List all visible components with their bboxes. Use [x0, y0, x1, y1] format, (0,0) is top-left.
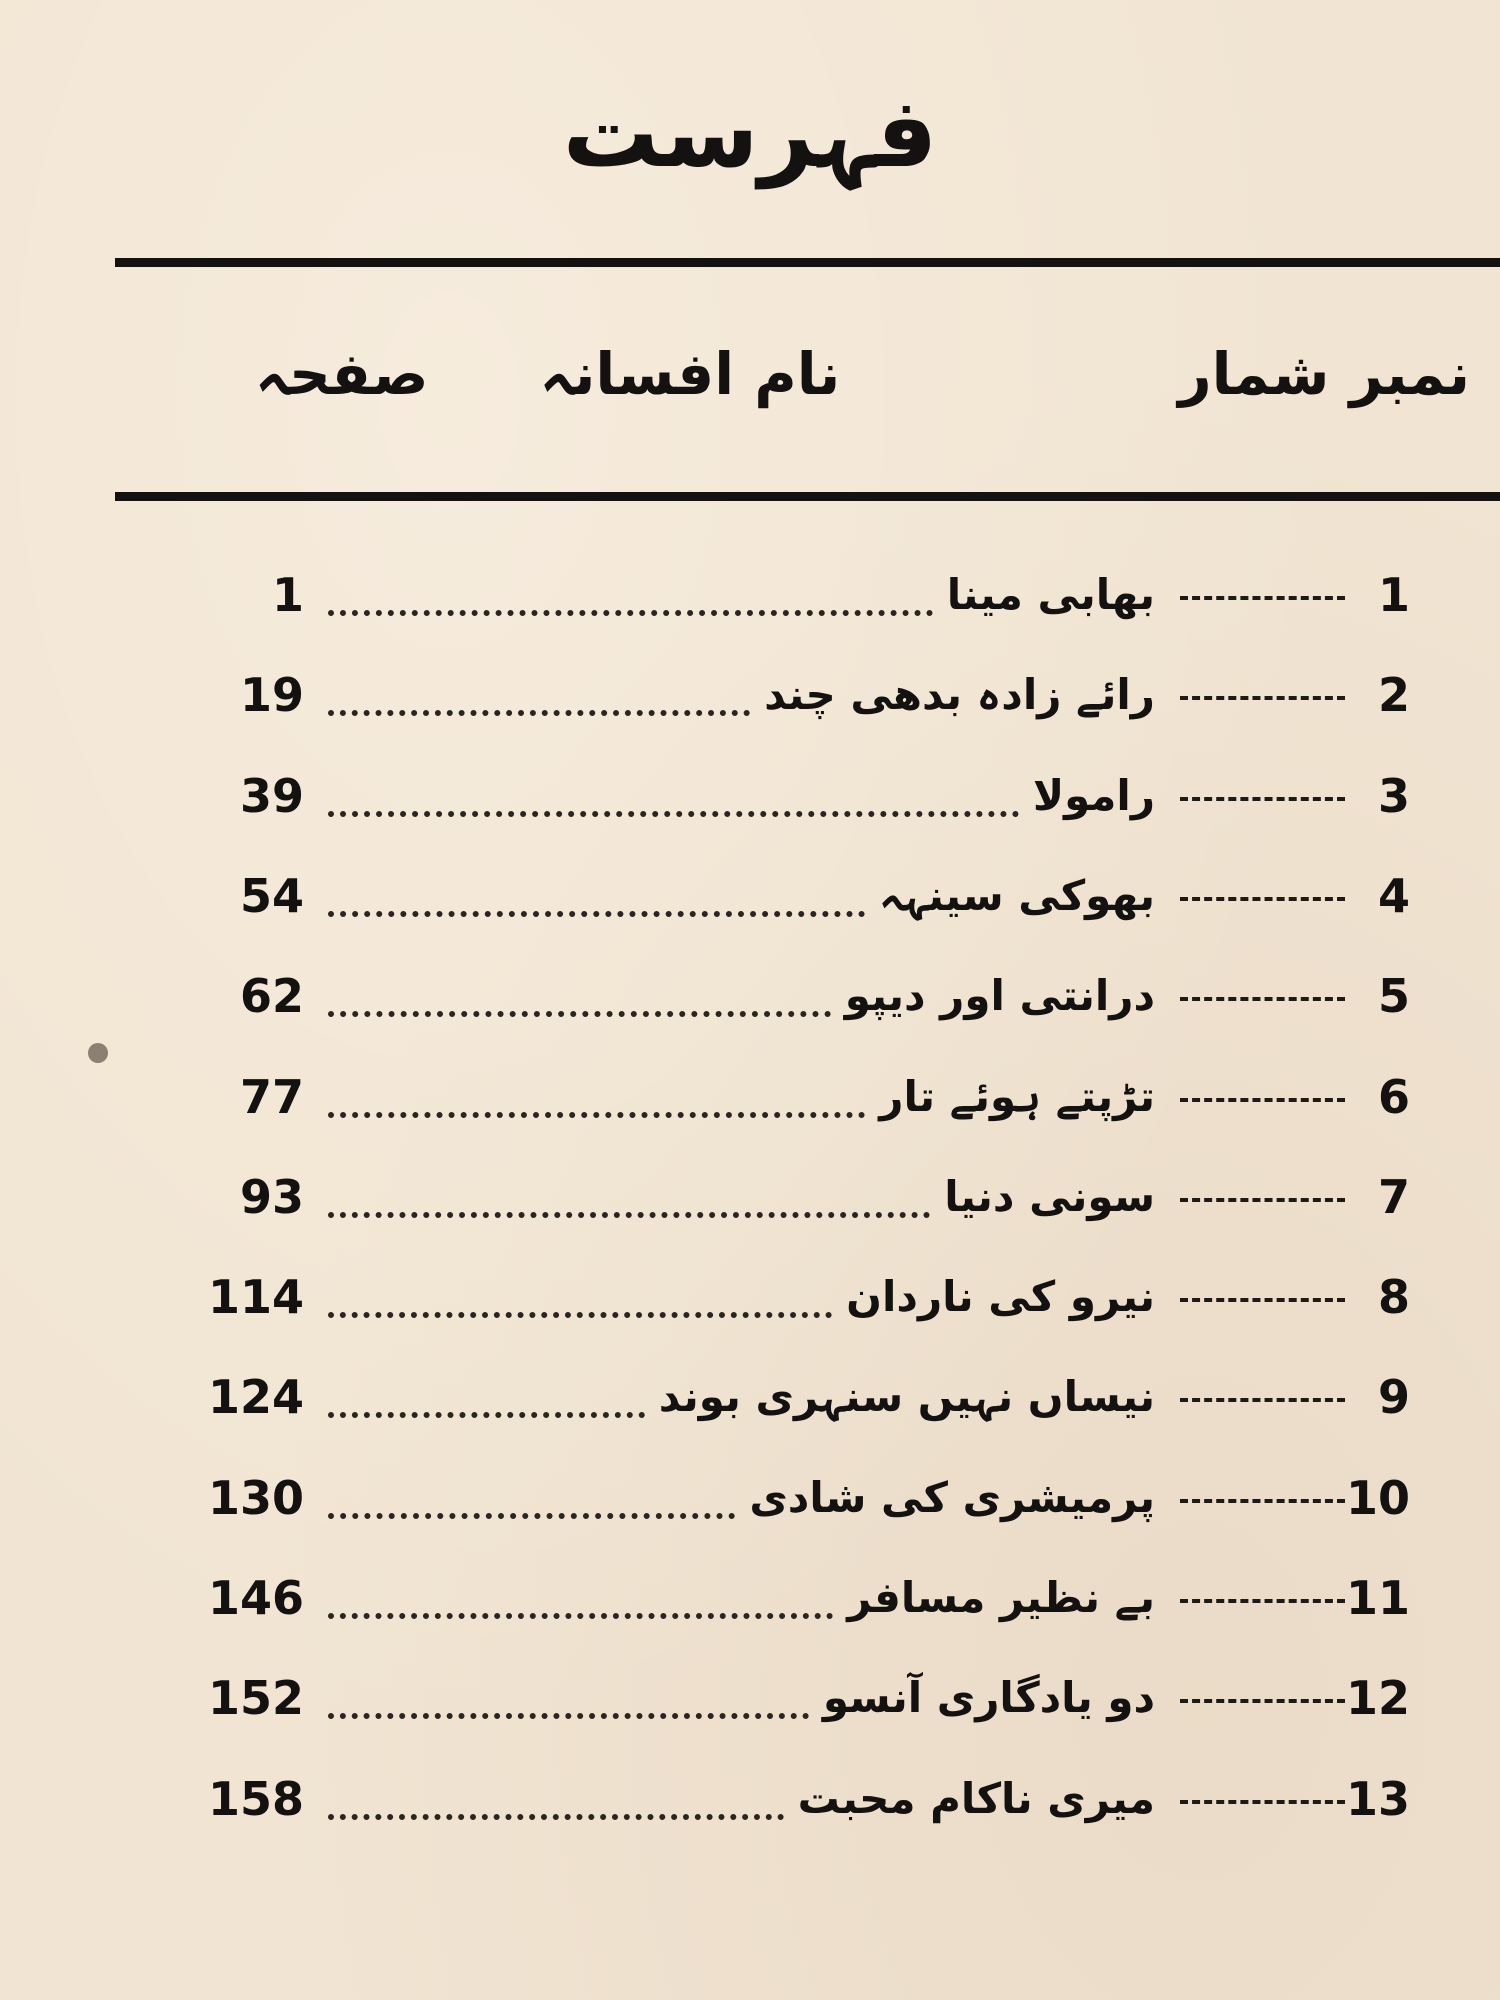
- entry-number: 2: [1377, 668, 1410, 722]
- entry-number: 5: [1377, 969, 1410, 1023]
- entry-number: 10: [1345, 1471, 1410, 1525]
- contents-entry: [0, 1062, 1500, 1132]
- paper-stain: [88, 1043, 108, 1063]
- entry-dash-leader: [1180, 997, 1345, 1001]
- entry-dash-leader: [1180, 1699, 1345, 1703]
- contents-entry: [0, 861, 1500, 931]
- entry-title: پرمیشری کی شادی: [749, 1473, 1155, 1522]
- entry-dot-leader: [328, 1011, 831, 1017]
- entry-dot-leader: [328, 1112, 865, 1118]
- entry-title: دو یادگاری آنسو: [822, 1673, 1155, 1722]
- entry-dash-leader: [1180, 1098, 1345, 1102]
- entry-page-number: 152: [207, 1671, 304, 1725]
- entry-dash-leader: [1180, 1800, 1345, 1804]
- entry-dot-leader: [328, 1713, 809, 1719]
- entry-dot-leader: [328, 1814, 784, 1820]
- entry-number: 3: [1377, 769, 1410, 823]
- entry-page-number: 124: [207, 1370, 304, 1424]
- contents-entry: [0, 1663, 1500, 1733]
- entry-title: نیساں نہیں سنہری بوند: [658, 1372, 1155, 1421]
- header-page: صفحہ: [255, 340, 429, 408]
- contents-entry: [0, 1162, 1500, 1232]
- entry-dot-leader: [328, 610, 933, 616]
- entry-page-number: 39: [239, 769, 304, 823]
- entry-title: تڑپتے ہوئے تار: [879, 1072, 1155, 1121]
- contents-entry: [0, 660, 1500, 730]
- entry-dot-leader: [328, 1312, 832, 1318]
- entry-title: میری ناکام محبت: [797, 1774, 1155, 1823]
- entry-number: 4: [1377, 869, 1410, 923]
- entry-title: نیرو کی ناردان: [846, 1272, 1155, 1321]
- entry-dot-leader: [328, 710, 750, 716]
- entry-title: بھابی مینا: [946, 570, 1155, 619]
- entry-number: 11: [1345, 1571, 1410, 1625]
- header-story-name: نام افسانہ: [539, 340, 841, 408]
- entry-page-number: 158: [207, 1772, 304, 1826]
- entry-dot-leader: [328, 1412, 645, 1418]
- entry-page-number: 93: [239, 1170, 304, 1224]
- entry-title: بے نظیر مسافر: [847, 1573, 1155, 1622]
- entry-page-number: 146: [207, 1571, 304, 1625]
- contents-entry: [0, 1563, 1500, 1633]
- entry-dot-leader: [328, 911, 865, 917]
- entry-title: بھوکی سینہہ: [878, 871, 1155, 920]
- entry-title: رامولا: [1032, 771, 1155, 820]
- contents-entry: [0, 1262, 1500, 1332]
- entry-page-number: 130: [207, 1471, 304, 1525]
- entry-number: 1: [1377, 568, 1410, 622]
- entry-dot-leader: [328, 1212, 930, 1218]
- entry-dash-leader: [1180, 897, 1345, 901]
- entry-number: 13: [1345, 1772, 1410, 1826]
- contents-entry: [0, 1463, 1500, 1533]
- contents-entry: [0, 1362, 1500, 1432]
- entry-dot-leader: [328, 1613, 833, 1619]
- entry-dash-leader: [1180, 596, 1345, 600]
- entry-number: 12: [1345, 1671, 1410, 1725]
- entry-title: درانتی اور دیپو: [844, 971, 1155, 1020]
- entry-dash-leader: [1180, 1499, 1345, 1503]
- entry-page-number: 114: [207, 1270, 304, 1324]
- entry-page-number: 62: [239, 969, 304, 1023]
- entry-page-number: 54: [239, 869, 304, 923]
- entry-number: 8: [1377, 1270, 1410, 1324]
- entry-dash-leader: [1180, 797, 1345, 801]
- page-title: فہرست: [562, 77, 938, 189]
- contents-entry: [0, 761, 1500, 831]
- contents-entry: [0, 1764, 1500, 1834]
- entry-number: 9: [1377, 1370, 1410, 1424]
- entry-dash-leader: [1180, 1398, 1345, 1402]
- entry-number: 6: [1377, 1070, 1410, 1124]
- entry-dash-leader: [1180, 1198, 1345, 1202]
- entry-title: رائے زادہ بدھی چند: [764, 670, 1155, 719]
- contents-entry: [0, 961, 1500, 1031]
- contents-entry: [0, 560, 1500, 630]
- entry-page-number: 1: [271, 568, 304, 622]
- entry-dash-leader: [1180, 1599, 1345, 1603]
- entry-title: سونی دنیا: [944, 1172, 1155, 1221]
- entry-page-number: 77: [239, 1070, 304, 1124]
- entry-page-number: 19: [239, 668, 304, 722]
- entry-number: 7: [1377, 1170, 1410, 1224]
- entry-dot-leader: [328, 1513, 735, 1519]
- entry-dot-leader: [328, 811, 1019, 817]
- entry-dash-leader: [1180, 696, 1345, 700]
- header-serial-number: نمبر شمار: [1178, 340, 1470, 408]
- entry-dash-leader: [1180, 1298, 1345, 1302]
